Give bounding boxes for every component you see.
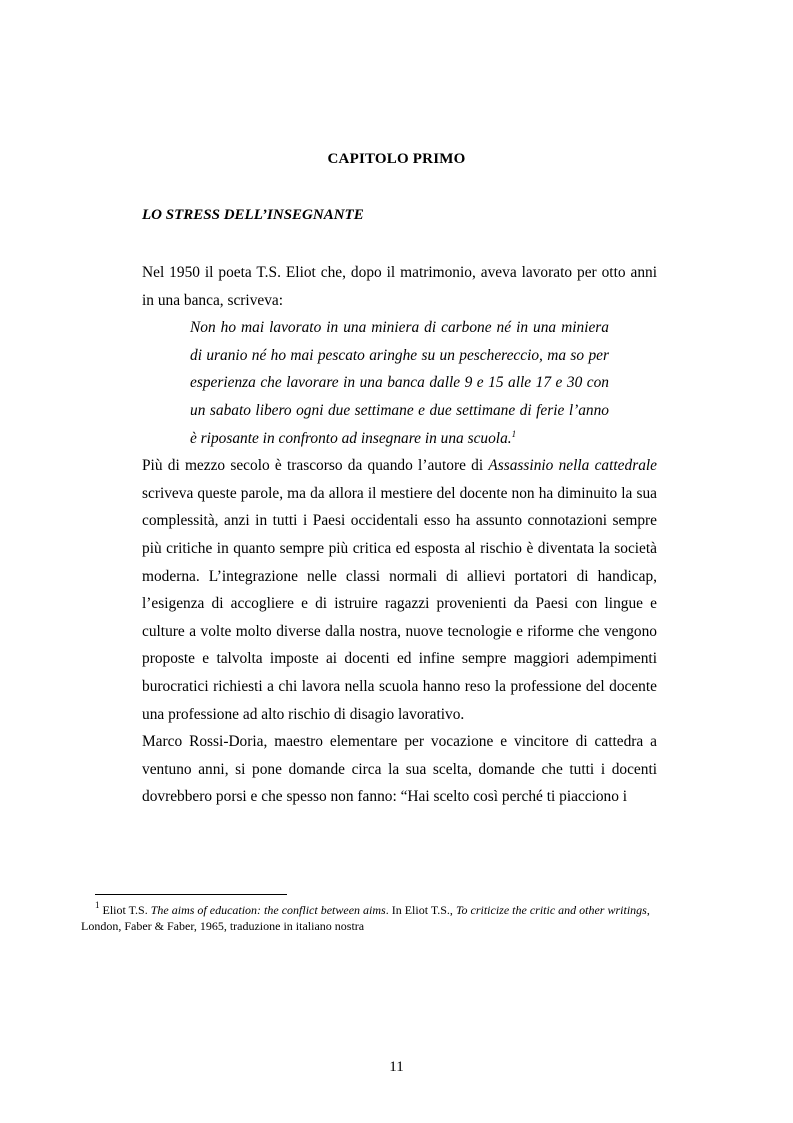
chapter-title: CAPITOLO PRIMO: [327, 151, 466, 167]
footnote-mid: . In Eliot T.S.,: [385, 903, 456, 917]
paragraph-2: [142, 452, 657, 728]
footnote-number: 1: [95, 900, 100, 910]
footnote-tail: , London, Faber & Faber, 1965, traduzione in italiano nostra: [81, 903, 650, 933]
footnote-title-2: To criticize the critic and other writings: [455, 903, 647, 917]
footnote-reference[interactable]: 1: [511, 428, 517, 439]
paragraph-2-start: Più di mezzo secolo è trascorso da quando l’autore di: [142, 457, 489, 475]
block-quote: [190, 314, 609, 452]
section-title: LO STRESS DELL’INSEGNANTE: [142, 207, 364, 223]
paragraph-2-rest: scriveva queste parole, ma da allora il mestiere del docente non ha diminuito la sua complessità, anzi in tutti i Paesi occidentali esso ha assunto connotazioni sempre più critiche in quanto sempre più critica ed esposta al rischio è diventata la società moderna. L’integrazione nelle classi normali di allievi portatori di handicap, l’esigenza di accogliere e di istruire ragazzi provenienti da Paesi con lingue e culture a volte molto diverse dalla nostra, nuove tecnologie e riforme che vengono proposte e talvolta imposte ai docenti ed infine sempre maggiori adempimenti burocratici richiesti a chi lavora nella scuola hanno reso la professione del docente una professione ad alto rischio di disagio lavorativo.: [142, 484, 657, 723]
footnote-title-1: The aims of education: the conflict between aims: [150, 903, 386, 917]
paragraph-3: Marco Rossi-Doria, maestro elementare per vocazione e vincitore di cattedra a ventuno anni, si pone domande circa la sua scelta, domande che tutti i docenti dovrebbero porsi e che spesso non fanno: “Hai scelto così perché ti piacciono i: [142, 733, 657, 806]
footnote: [81, 902, 671, 934]
intro-paragraph: Nel 1950 il poeta T.S. Eliot che, dopo il matrimonio, aveva lavorato per otto anni in una banca, scriveva:: [142, 264, 657, 309]
page-number: 11: [389, 1059, 404, 1075]
footnote-author: Eliot T.S.: [99, 903, 151, 917]
body-text: [142, 259, 657, 811]
book-title: Assassinio nella cattedrale: [488, 457, 657, 475]
footnote-divider: [95, 894, 287, 895]
quote-text: Non ho mai lavorato in una miniera di carbone né in una miniera di uranio né ho mai pescato aringhe su un peschereccio, ma so per esperienza che lavorare in una banca dalle 9 e 15 alle 17 e 30 con un sabato libero ogni due settimane e due settimane di ferie l’anno è riposante in confronto ad insegnare in una scuola.: [190, 319, 609, 447]
